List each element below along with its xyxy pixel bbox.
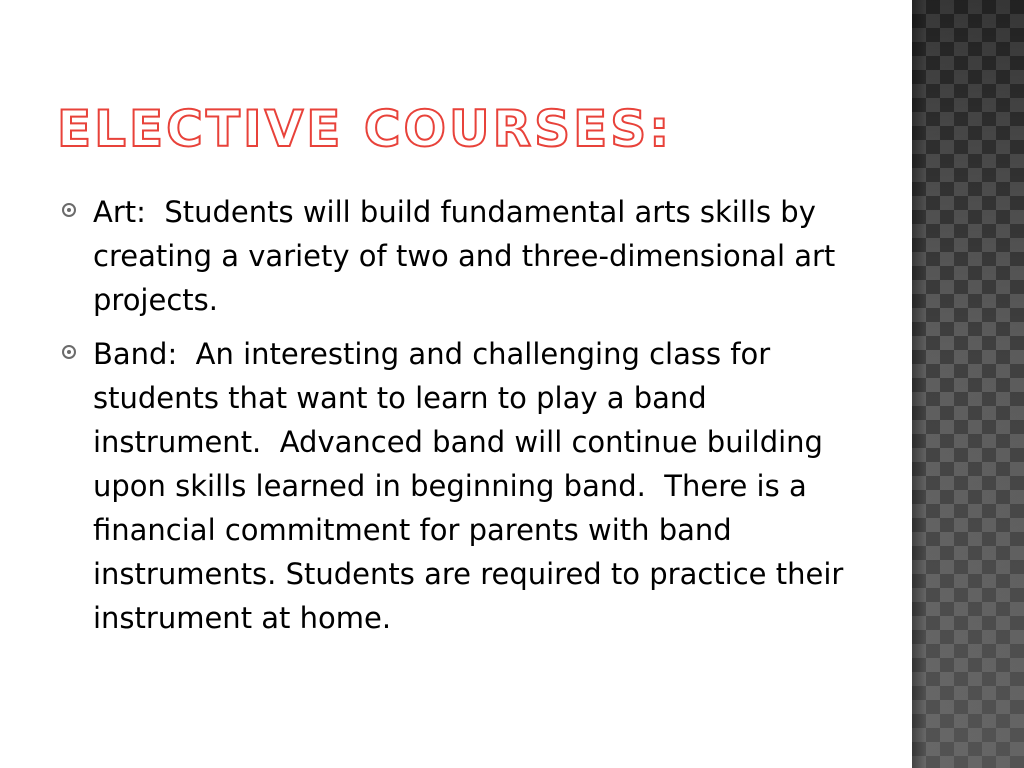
circle-dot-bullet-icon <box>62 345 76 359</box>
bullet-item-band <box>62 332 852 640</box>
bullet-item-art <box>62 190 852 322</box>
decorative-side-panel <box>912 0 1024 768</box>
circle-dot-bullet-icon <box>62 203 76 217</box>
bullet-text: Art: Students will build fundamental arts skills by creating a variety of two and three-dimensional art projects. <box>93 195 845 317</box>
bullet-text: Band: An interesting and challenging class for students that want to learn to play a band instrument. Advanced band will continue building upon skills learned in beginning band. There is a financial commitment for parents with band instruments. Students are required to practice their instrument at home. <box>93 337 853 635</box>
bullet-list <box>62 190 852 650</box>
slide-title: ELECTIVE COURSES: <box>57 100 673 158</box>
